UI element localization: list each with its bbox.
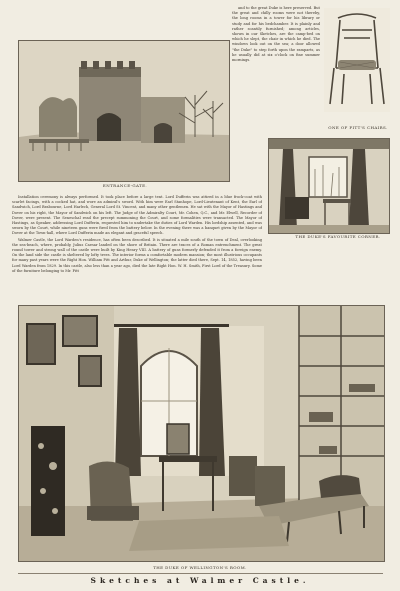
lower-paragraph-1: Installation ceremony is always performed. It took place before a large tent. Lord Dufferin was attired in a blue frock-coat with scarlet facings, with a cocked hat, and wore an admiral's sword. With him were Earl Stanhope, Lord-Lieutenant of Kent, the Earl of Sandwich, Lord Brabourne, Lord Harlech, General Lord St. Vincent, and many other gentlemen. He sat with the Mayor of Hastings and Dover on his right, the Mayor of Sandwich on his left. The Judge of the Admiralty Court, Mr. Cohen, Q.C., and Mr. Elwell, Recorder of Dover, were present. The Seneschal read the precept summoning the Court, and some formalities were transacted. The Mayor of Hastings, as Speaker, addressing Lord Dufferin, requested him to undertake the duties of Lord Warden. His lordship assented, and was sworn by the Court, while nineteen guns were fired from the battery below. In the evening there was a banquet given by the Mayor of Dover at the Town-hall, where Lord Dufferin made an elegant and graceful speech. bbox=[12, 195, 262, 236]
dukes-corner-illustration bbox=[268, 138, 390, 234]
wellington-room-drawing bbox=[19, 306, 384, 561]
wellington-room-illustration bbox=[18, 305, 385, 562]
entrance-gate-caption: ENTRANCE-GATE. bbox=[102, 183, 148, 188]
top-right-text-column bbox=[232, 6, 320, 141]
pitts-chair-drawing bbox=[324, 8, 390, 112]
lower-text-block bbox=[12, 195, 262, 303]
footer-rule bbox=[18, 573, 383, 574]
wellington-room-caption: THE DUKE OF WELLINGTON'S ROOM. bbox=[153, 565, 247, 570]
top-right-paragraph: and to the great Duke is here preserved. But the great and chilly rooms were not thereby, the long rooms in a tower for his library or study and for his bedchamber. It is plainly and rather scantily furnished; among articles, shown in our Sketches, are the camp-bed on which he slept, the chair in which he died. The windows look out on the sea; a door allowed "the Duke" to step forth upon the ramparts, as he usually did at six o'clock on fine summer mornings. bbox=[232, 6, 320, 63]
lower-paragraph-2: Walmer Castle, the Lord Warden's residence, has often been described. It is situated a mile south of the town of Deal, overlooking the sea-beach, where, probably, Julius Caesar landed on the shore of Britain. There are traces of a Roman entrenchment. The great round tower and strong wall of the castle were built by King Henry VIII. A battery of guns formerly defended it from a foreign enemy. On the land side the castle is sheltered by lofty trees. The interior forms a comfortable modern mansion; the most illustrious occupants for many past years were the Right Hon. William Pitt and Arthur, Duke of Wellington; the latter died there, Sept. 14, 1852, having been Lord Warden from 1829. In this castle, also less than a year ago, died the late Right Hon. W. H. Smith, First Lord of the Treasury. Some of the furniture belonging to Mr. Pitt bbox=[12, 237, 262, 273]
pitts-chair-illustration bbox=[324, 8, 390, 112]
entrance-gate-illustration bbox=[18, 40, 230, 182]
page-title: Sketches at Walmer Castle. bbox=[90, 576, 310, 585]
pitts-chair-caption: ONE OF PITT'S CHAIRS. bbox=[328, 125, 388, 130]
dukes-corner-drawing bbox=[269, 139, 389, 233]
entrance-gate-drawing bbox=[19, 41, 229, 181]
dukes-corner-caption: THE DUKE'S FAVOURITE CORNER. bbox=[295, 234, 381, 239]
